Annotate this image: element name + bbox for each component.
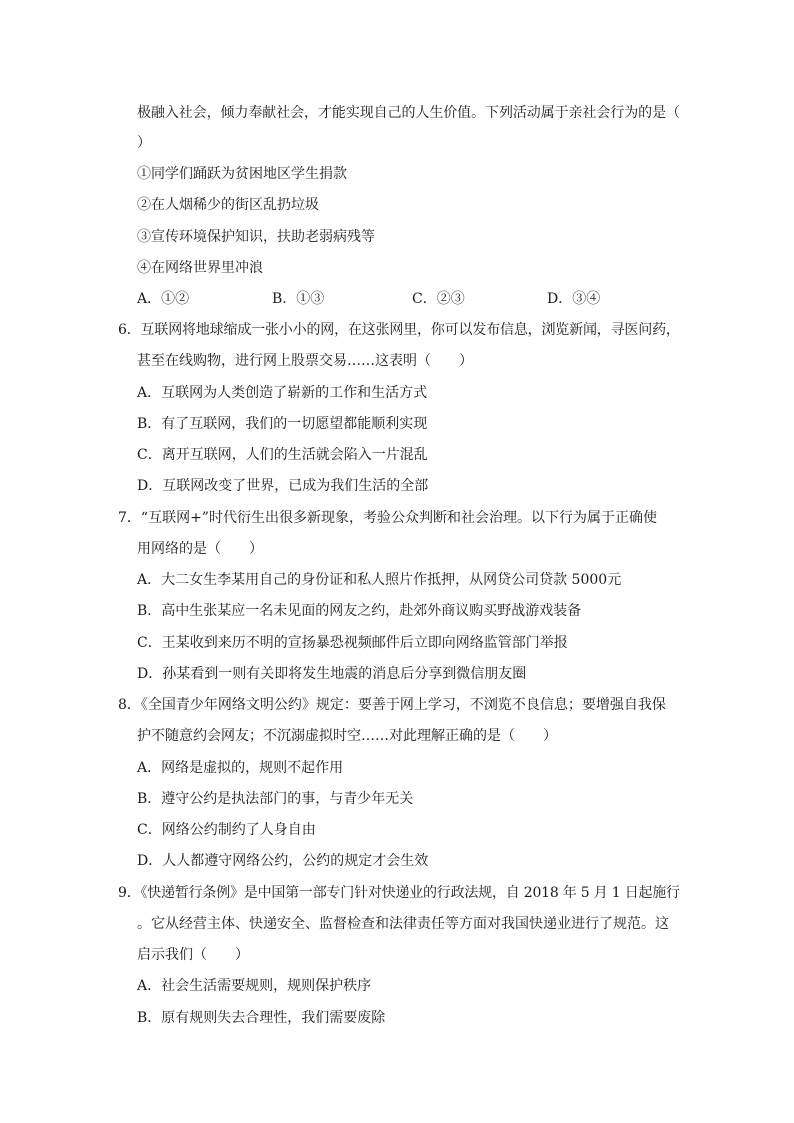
q9-option-b[interactable]: B．原有规则失去合理性，我们需要废除 [137,1010,386,1026]
q5-option-b[interactable]: B．①③ [272,291,325,307]
q9-option-a[interactable]: A．社会生活需要规则，规则保护秩序 [137,978,372,994]
q7-option-a[interactable]: A．大二女生李某用自己的身份证和私人照片作抵押，从网贷公司贷款 5000元 [137,572,622,588]
q8-option-a[interactable]: A．网络是虚拟的，规则不起作用 [137,760,344,776]
q9-stem-line2: 。它从经营主体、快递安全、监督检查和法律责任等方面对我国快递业进行了规范。这 [137,916,669,932]
q5-stem-line2: ） [137,135,151,151]
q7-stem-line1: 7．“互联网+”时代衍生出很多新现象，考验公众判断和社会治理。以下行为属于正确使 [118,510,657,526]
q8-option-d[interactable]: D．人人都遵守网络公约，公约的规定才会生效 [137,853,429,869]
q5-option-a[interactable]: A．①② [137,291,190,307]
q8-option-c[interactable]: C．网络公约制约了人身自由 [137,822,316,838]
q5-item-3: ③宣传环境保护知识，扶助老弱病残等 [137,229,375,245]
q5-item-1: ①同学们踊跃为贫困地区学生捐款 [137,166,347,182]
q5-option-d[interactable]: D．③④ [547,291,601,307]
q7-stem-line2: 用网络的是（ ） [137,541,263,557]
q8-stem-line2: 护不随意约会网友；不沉溺虚拟时空……对此理解正确的是（ ） [137,728,557,744]
q6-option-a[interactable]: A．互联网为人类创造了崭新的工作和生活方式 [137,385,428,401]
q6-stem-line2: 甚至在线购物，进行网上股票交易……这表明（ ） [137,353,473,369]
q7-option-b[interactable]: B．高中生张某应一名未见面的网友之约，赴郊外商议购买野战游戏装备 [137,603,582,619]
q9-stem-line1: 9．《快递暂行条例》是中国第一部专门针对快递业的行政法规，自 2018 年 5 月 1 日起施行 [118,885,680,901]
q8-stem-line1: 8．《全国青少年网络文明公约》规定：要善于网上学习，不浏览不良信息；要增强自我保 [118,697,666,713]
q5-options [137,289,600,309]
q5-option-c[interactable]: C．②③ [412,291,465,307]
q6-option-c[interactable]: C．离开互联网，人们的生活就会陷入一片混乱 [137,447,428,463]
q5-stem-line1: 极融入社会，倾力奉献社会，才能实现自己的人生价值。下列活动属于亲社会行为的是（ [137,105,680,121]
q8-option-b[interactable]: B．遵守公约是执法部门的事，与青少年无关 [137,791,414,807]
q5-item-4: ④在网络世界里冲浪 [137,260,263,276]
q6-option-b[interactable]: B．有了互联网，我们的一切愿望都能顺利实现 [137,416,428,432]
q9-stem-line3: 启示我们（ ） [137,947,249,963]
q6-option-d[interactable]: D．互联网改变了世界，已成为我们生活的全部 [137,478,429,494]
q6-stem-line1: 6．互联网将地球缩成一张小小的网，在这张网里，你可以发布信息，浏览新闻，寻医问药， [118,322,680,338]
q7-option-d[interactable]: D．孙某看到一则有关即将发生地震的消息后分享到微信朋友圈 [137,666,527,682]
q5-item-2: ②在人烟稀少的街区乱扔垃圾 [137,197,319,213]
q7-option-c[interactable]: C．王某收到来历不明的宣扬暴恐视频邮件后立即向网络监管部门举报 [137,635,568,651]
